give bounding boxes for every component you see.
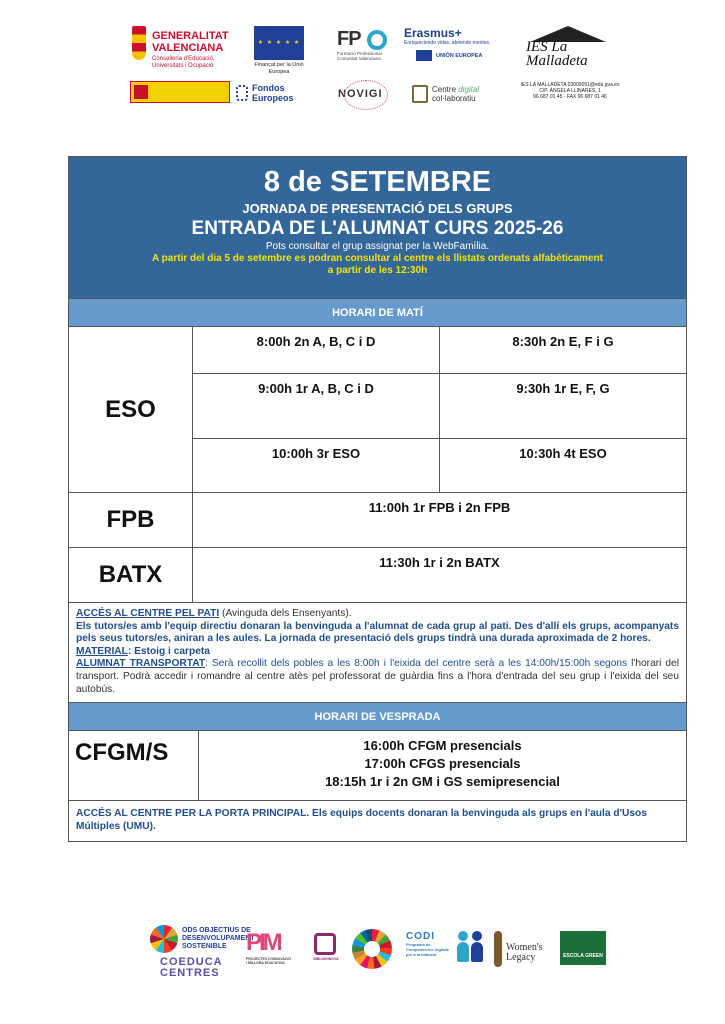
biblioinnova-logo [310, 933, 342, 973]
centre-digital-logo [412, 81, 512, 107]
cfgm-slot: 17:00h CFGS presencials [364, 756, 521, 772]
event-subtitle: JORNADA DE PRESENTACIÓ DELS GRUPS [242, 201, 513, 216]
eu-flag-small-icon [416, 50, 432, 61]
batx-row [69, 548, 686, 603]
consult-note: Pots consultar el grup assignat per la WebFamília. [265, 241, 490, 252]
pim-logo [246, 929, 292, 977]
eso-slot-row [193, 439, 686, 492]
pim-caption: PROJECTES D'INNOVACIÓ I MILLORA EDUCATIVA [246, 957, 292, 965]
ods-logo [150, 925, 255, 980]
fondos-europeos-logo [236, 82, 328, 104]
schedule-document [68, 156, 687, 842]
green-school-logo: ESCOLA GREEN [560, 931, 606, 965]
batx-slot: 11:30h 1r i 2n BATX [379, 555, 500, 570]
gva-subtitle: Conselleria d'Educació, Universitats i Ocupació [152, 56, 215, 69]
cfgm-row [69, 731, 686, 801]
pim-text: PIM [246, 929, 280, 956]
ies-phone: 96 687 01 45 - FAX 96 687 01 46 [533, 94, 607, 100]
fondos-text: Fondos Europeos [251, 83, 294, 103]
figure-icon [494, 931, 502, 967]
header-logos [0, 0, 725, 120]
fpb-slot: 11:00h 1r FPB i 2n FPB [368, 500, 511, 515]
list-notice-line1: A partir del dia 5 de setembre es podran consultar al centre els llistats ordenats alfabèticament [152, 253, 603, 264]
device-icon [412, 85, 428, 103]
event-title: ENTRADA DE L'ALUMNAT CURS 2025-26 [191, 218, 564, 239]
cfgm-slot: 18:15h 1r i 2n GM i GS semipresencial [325, 774, 560, 790]
codi-logo [406, 931, 450, 975]
ies-info: IES LA MALLADETA 03009051@edu.gva.es [520, 82, 620, 88]
ods-text: OBJECTIUS DE DESENVOLUPAMENT SOSTENIBLE [182, 927, 255, 950]
fpb-label: FPB [69, 493, 193, 547]
womens-legacy-logo [494, 931, 552, 971]
people-icon [456, 927, 486, 967]
novigi-text: NOVIGI [338, 88, 383, 100]
stars-icon [236, 85, 248, 101]
welcome-text: Els tutors/es amb l'equip directiu donaran la benvinguda a l'alumnat de cada grup al pati. Des d'allí els grups, acompanyats pels seus tutors/es, aniran a les aules. La jornada de presentació dels grups tindrà una durada aproximada de 2 hores. [76, 620, 679, 645]
material-label: MATERIAL [76, 645, 128, 657]
coeduca-text: COEDUCA CENTRES [160, 956, 223, 979]
fpcv-ring-icon [367, 30, 387, 50]
codi-text: CODI [406, 931, 435, 942]
spain-government-logo [130, 81, 230, 103]
eu-flag-icon: ★ ★ ★ ★ ★ [254, 26, 304, 60]
eso-slot: 8:00h 2n A, B, C i D [256, 334, 376, 349]
fpb-row [69, 493, 686, 548]
ies-address: C/P. ÀNGELA LLINARES, 1 [539, 88, 601, 94]
fpcv-mark: FP [337, 28, 361, 50]
eu-caption: Finançat per la Unió Europea [254, 62, 304, 75]
list-notice-line2: a partir de les 12:30h [327, 265, 428, 276]
eso-row [69, 327, 686, 493]
fpcv-logo [337, 28, 397, 68]
novigi-ring-icon [344, 80, 388, 110]
digital-word: digital [458, 85, 480, 94]
cfgm-label: CFGM/S [69, 731, 199, 800]
eso-slot: 9:30h 1r E, F, G [439, 374, 686, 438]
sdg-color-wheel-icon [352, 929, 392, 969]
erasmus-union: UNIÓN EUROPEA [436, 52, 483, 59]
ies-name: IES La Malladeta [526, 39, 588, 69]
gva-crest-icon [132, 26, 146, 60]
title-banner [69, 157, 686, 299]
material-text: : Estoig i carpeta [127, 645, 210, 657]
afternoon-access-note: ACCÉS AL CENTRE PER LA PORTA PRINCIPAL. Els equips docents donaran la benvinguda als grups en l'aula d'Usos Múltiples (UMU). [76, 808, 647, 833]
book-icon [314, 933, 336, 955]
transport-text: : Serà recollit dels pobles a les 8:00h i l'eixida del centre serà a les 14:00h/15:00h segons [205, 658, 628, 670]
bib-text: BIBLIOINNOVA [313, 957, 339, 961]
spain-shield-icon [134, 85, 148, 99]
fpcv-caption: Formació Professional Comunitat Valenciana [337, 51, 382, 61]
gva-title: GENERALITAT VALENCIANA [152, 30, 229, 54]
eso-label: ESO [69, 327, 193, 492]
erasmus-logo [404, 26, 504, 76]
afternoon-heading: HORARI DE VESPRADA [69, 703, 686, 731]
footer-logos [150, 925, 610, 980]
eso-slot-row [193, 374, 686, 439]
generalitat-logo [132, 26, 242, 78]
codi-caption: Programa de Competències Digitals per a la Infància [406, 942, 449, 957]
cfgm-slot: 16:00h CFGM presencials [363, 738, 522, 754]
eu-logo [254, 26, 304, 80]
event-date: 8 de SETEMBRE [263, 166, 492, 198]
ods-label: ODS [182, 927, 198, 934]
sdg-wheel-icon [150, 925, 178, 953]
batx-label: BATX [69, 548, 193, 602]
centre-word: Centre [432, 85, 457, 94]
eso-slot: 8:30h 2n E, F i G [439, 327, 686, 373]
eso-slot: 10:00h 3r ESO [271, 446, 361, 461]
morning-heading: HORARI DE MATÍ [69, 299, 686, 327]
eso-slot-row [193, 327, 686, 374]
morning-access-note [69, 603, 686, 703]
erasmus-title: Erasmus+ [404, 26, 462, 40]
access-place: (Avinguda dels Ensenyants). [219, 608, 352, 619]
erasmus-slogan: Enriqueciendo vidas, abriendo mentes. [404, 40, 491, 46]
novigi-logo [338, 80, 398, 110]
transport-label: ALUMNAT TRANSPORTAT [76, 658, 206, 670]
eso-slot: 10:30h 4t ESO [439, 439, 686, 492]
transport-text-2: l'horari del transport. Podrà accedir i romandre al centre atès pel professorat de guàrdia fins a l'hora d'entrada del seu grup i l'eixida del seu autobús. [76, 658, 679, 695]
women-text: Women's Legacy [506, 942, 543, 963]
access-title: ACCÉS AL CENTRE PEL PATI [76, 608, 220, 619]
ies-logo [510, 26, 620, 116]
eso-slot: 9:00h 1r A, B, C i D [258, 381, 374, 396]
collaboratiu-word: col·laboratiu [432, 94, 476, 103]
